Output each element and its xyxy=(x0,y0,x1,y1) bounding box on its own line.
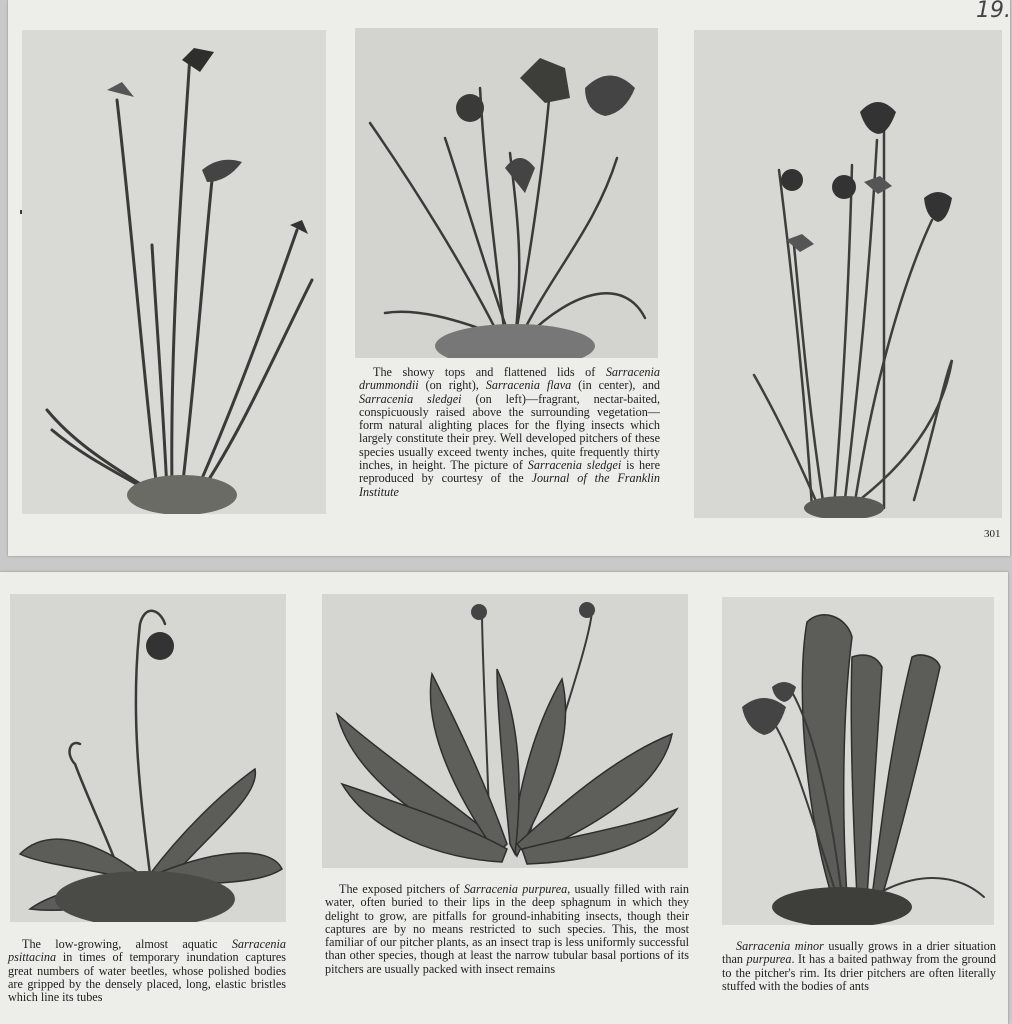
caption-psittacina: The low-growing, almost aquatic Sarracenia psittacina in times of temporary inundation captures great numbers of water beetles, whose polished bodies are gripped by the densely placed, long, elastic bristles which line its tubes xyxy=(8,937,286,1005)
handwritten-page-note: 19. xyxy=(976,0,1011,23)
caption-minor: Sarracenia minor usually grows in a drier situation than purpurea. It has a baited pathway from the ground to the pitcher's rim. Its drier pitchers are often literally stuffed with the bodies of ants xyxy=(722,939,996,993)
caption-top-center: The showy tops and flattened lids of Sarracenia drummondii (on right), Sarracenia flava (in center), and Sarracenia sledgei (on left)—fragrant, nectar-baited, conspicuously raised above the surrounding vegetation—form natural alighting places for the flying insects which largely constitute their prey. Well developed pitchers of these species usually exceed twenty inches, quite frequently thirty inches, in height. The picture of Sarracenia sledgei is here reproduced by courtesy of the Journal of the Franklin Institute xyxy=(359,365,661,499)
photo-sarracenia-minor xyxy=(722,597,994,925)
photo-pitcher-plant-group xyxy=(355,28,658,358)
photo-sarracenia-drummondii xyxy=(694,30,1002,518)
photo-sarracenia-psittacina xyxy=(10,594,286,922)
caption-purpurea: The exposed pitchers of Sarracenia purpurea, usually filled with rain water, often buried to their lips in the deep sphagnum in which they delight to grow, are pitfalls for ground-inhabiting insects, though their captures are by no means restricted to such species. This, the most familiar of our pitcher plants, as an insect trap is less uniformly successful than other species, though at least the narrow tubular basal portions of its pitchers are usually packed with insect remains xyxy=(325,882,689,976)
top-page xyxy=(8,0,1010,556)
photo-sarracenia-sledgei xyxy=(22,30,326,514)
page-number: 301 xyxy=(984,528,1001,540)
photo-sarracenia-purpurea xyxy=(322,594,688,868)
bottom-page xyxy=(0,572,1008,1024)
